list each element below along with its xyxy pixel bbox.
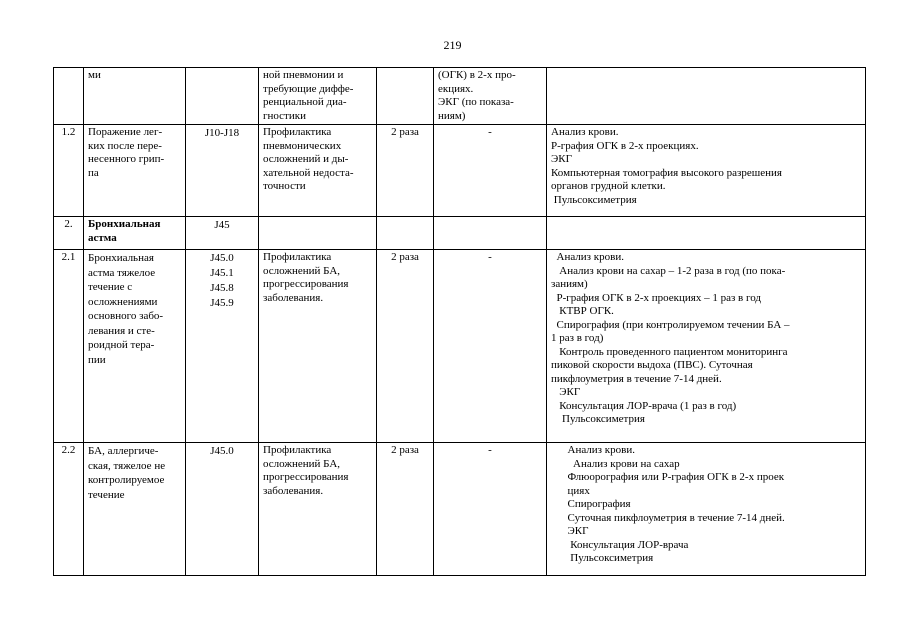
diagnosis-name-line: Поражение лег- [88,126,163,138]
extra-exams-line: екциях. [438,82,474,95]
goal-line: осложнений БА, [263,457,341,470]
methods-line: Пульсоксиметрия [551,413,645,425]
diagnosis-name-line: Бронхиальная [88,252,154,264]
methods-line: Консультация ЛОР-врача [551,538,689,551]
goal-line: заболевания. [263,484,324,497]
diagnosis-name-line: осложнениями [88,295,158,308]
methods-line: пикфлоуметрия в течение 7-14 дней. [551,372,722,385]
goal-line: хательной недоста- [263,166,354,179]
extra-exams [434,443,547,576]
methods [547,250,866,443]
table-row [54,250,866,443]
diagnosis-name-line: контролируемое [88,474,165,486]
methods-line: Р-графия ОГК в 2-х проекциях – 1 раз в год [551,291,762,304]
diagnosis-name-line: течение [88,488,125,501]
methods-line: Анализ крови на сахар – 1-2 раза в год (по пока- [551,264,786,277]
goal-line: Профилактика [263,126,332,138]
frequency: 2 раза [377,125,434,217]
extra-exams-line: - [488,444,492,456]
goal-line: заболевания. [263,291,324,304]
methods-line: Спирография (при контролируемом течении БА – [551,318,790,331]
diagnosis-name [84,443,186,576]
diagnosis-name-line: несенного грип- [88,153,165,165]
diagnosis-name-line: ких после пере- [88,139,162,152]
icd-codes-line: J45 [214,219,230,231]
methods-line: КТВР ОГК. [551,305,614,317]
diagnosis-name-line: пии [88,353,106,366]
row-number: 2. [54,217,84,250]
extra-exams-line: (ОГК) в 2-х про- [438,69,516,81]
methods [547,217,866,250]
goal-line: осложнений и ды- [263,153,349,165]
goal-line: прогрессирования [263,278,349,290]
diagnosis-name [84,68,186,125]
diagnosis-name [84,217,186,250]
goal [259,68,377,125]
diagnosis-name-line: па [88,166,99,179]
table-row [54,125,866,217]
icd-codes [186,250,259,443]
goal-line: пневмонических [263,139,342,152]
goal-line: ной пневмонии и [263,69,344,81]
methods-line: Суточная пикфлоуметрия в течение 7-14 дней. [551,511,785,524]
methods-line: ЭКГ [551,153,572,165]
extra-exams [434,125,547,217]
row-number: 2.2 [54,443,84,576]
methods-line: Спирография [551,498,631,510]
icd-codes [186,217,259,250]
diagnosis-name-line: роидной тера- [88,339,155,351]
diagnosis-name [84,250,186,443]
icd-codes [186,68,259,125]
methods-line: 1 раз в год) [551,332,604,344]
goal [259,250,377,443]
methods-line: Анализ крови на сахар [551,457,680,470]
table-row [54,443,866,576]
methods-line: органов грудной клетки. [551,180,666,192]
row-number: 2.1 [54,250,84,443]
diagnosis-name-line: левания и сте- [88,324,155,337]
icd-codes [186,443,259,576]
methods-line: Анализ крови. [551,444,635,456]
methods-line: Пульсоксиметрия [551,552,654,564]
methods [547,125,866,217]
methods-line: ЭКГ [551,525,589,537]
methods-line: Анализ крови. [551,126,619,138]
icd-codes-line: J45.8 [210,282,234,294]
methods-line: Флюорография или Р-графия ОГК в 2-х проек [551,471,785,483]
extra-exams-line: ЭКГ (по показа- [438,96,514,108]
medical-table [53,67,866,576]
diagnosis-name-line: ская, тяжелое не [88,459,166,472]
methods-line: Контроль проведенного пациентом мониторинга [551,345,788,358]
diagnosis-name-line: БА, аллергиче- [88,445,159,457]
goal [259,217,377,250]
diagnosis-name-line: Бронхиальная [88,218,161,230]
page-number: 219 [443,38,462,52]
goal-line: Профилактика [263,444,332,456]
goal-line: прогрессирования [263,471,349,483]
table-row [54,68,866,125]
icd-codes-line: J45.0 [210,252,234,264]
goal-line: точности [263,180,306,192]
methods [547,68,866,125]
row-number: 1.2 [54,125,84,217]
methods-line: Р-графия ОГК в 2-х проекциях. [551,139,699,152]
extra-exams-line: - [488,126,492,138]
goal-line: гностики [263,109,306,122]
diagnosis-name-line: основного забо- [88,310,164,322]
methods [547,443,866,576]
icd-codes-line: J45.0 [210,445,234,457]
extra-exams [434,68,547,125]
icd-codes-line: J10-J18 [204,127,240,139]
methods-line: заниям) [551,278,588,290]
extra-exams-line: ниям) [438,109,466,122]
methods-line: Компьютерная томография высокого разрешения [551,166,782,179]
goal [259,125,377,217]
extra-exams-line: - [488,251,492,263]
table-row [54,217,866,250]
extra-exams [434,217,547,250]
goal-line: требующие диффе- [263,82,354,95]
diagnosis-name-line: астма тяжелое [88,266,156,279]
frequency: 2 раза [377,250,434,443]
frequency [377,68,434,125]
goal-line: осложнений БА, [263,264,341,277]
diagnosis-name-line: ми [88,69,101,81]
goal [259,443,377,576]
row-number [54,68,84,125]
goal-line: Профилактика [263,251,332,263]
icd-codes [186,125,259,217]
extra-exams [434,250,547,443]
frequency [377,217,434,250]
methods-line: пиковой скорости выдоха (ПВС). Суточная [551,359,753,371]
diagnosis-name-line: течение с [88,281,133,293]
methods-line: циях [551,484,590,497]
methods-line: Пульсоксиметрия [551,193,637,206]
methods-line: ЭКГ [551,386,581,398]
methods-line: Консультация ЛОР-врача (1 раз в год) [551,399,737,412]
icd-codes-line: J45.9 [210,297,234,309]
frequency: 2 раза [377,443,434,576]
diagnosis-name [84,125,186,217]
diagnosis-name-line: астма [88,231,117,244]
icd-codes-line: J45.1 [210,267,234,279]
goal-line: ренциальной диа- [263,96,347,108]
methods-line: Анализ крови. [551,251,624,263]
